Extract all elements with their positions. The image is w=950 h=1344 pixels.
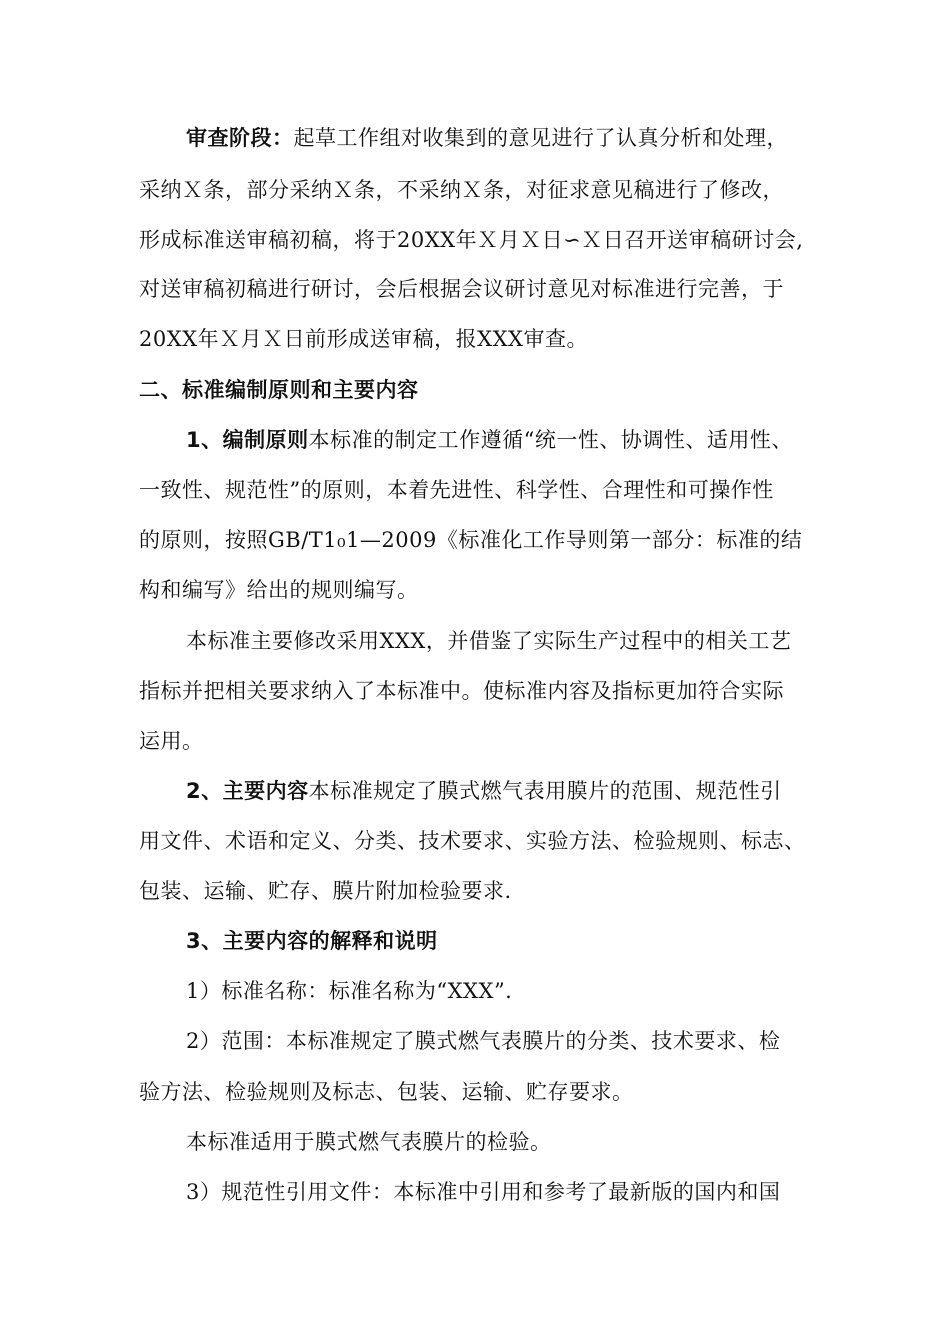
explanation-scope-line: 本标准适用于膜式燃气表膜片的检验。 xyxy=(186,1130,552,1154)
principle-line-4: 构和编写》给出的规则编写。 xyxy=(139,578,419,602)
main-content-line-3: 包装、运输、贮存、膜片附加检验要求. xyxy=(139,879,512,903)
main-content-label: 2、主要内容 xyxy=(186,779,309,803)
explanation-item-2-line-1: 2）范围：本标准规定了膜式燃气表膜片的分类、技术要求、检 xyxy=(186,1029,781,1053)
main-content-text: 本标准规定了膜式燃气表用膜片的范围、规范性引 xyxy=(308,779,782,803)
principle-line-2: 一致性、规范性”的原则，本着先进性、科学性、合理性和可操作性 xyxy=(139,478,774,502)
adoption-line-1: 本标准主要修改采用XXX，并借鉴了实际生产过程中的相关工艺 xyxy=(186,629,792,653)
main-content-paragraph-line-1 xyxy=(186,776,782,806)
review-stage-line-4: 对送审稿初稿进行研讨，会后根据会议研讨意见对标准进行完善，于 xyxy=(139,277,784,301)
explanation-item-1: 1）标准名称：标准名称为“XXX”. xyxy=(186,979,513,1003)
explanation-item-3-line-1: 3）规范性引用文件：本标准中引用和参考了最新版的国内和国 xyxy=(186,1180,781,1204)
review-stage-line-3: 形成标准送审稿初稿，将于20XX年Ｘ月Ｘ日∽Ｘ日召开送审稿研讨会, xyxy=(139,228,804,252)
explanation-item-2-line-2: 验方法、检验规则及标志、包装、运输、贮存要求。 xyxy=(139,1080,634,1104)
explanation-heading: 3、主要内容的解释和说明 xyxy=(186,929,438,953)
adoption-line-3: 运用。 xyxy=(139,729,204,753)
principle-text: 本标准的制定工作遵循“统一性、协调性、适用性、 xyxy=(308,428,793,452)
review-stage-text: 起草工作组对收集到的意见进行了认真分析和处理， xyxy=(293,126,788,150)
principle-line-3: 的原则，按照GB/T1₀1—2009《标准化工作导则第一部分：标准的结 xyxy=(139,528,803,552)
review-stage-line-2: 采纳Ｘ条，部分采纳Ｘ条，不采纳Ｘ条，对征求意见稿进行了修改， xyxy=(139,178,784,202)
principle-paragraph-line-1 xyxy=(186,425,793,455)
review-stage-label: 审查阶段： xyxy=(186,126,294,150)
review-stage-paragraph-line-1 xyxy=(186,123,788,153)
section-2-heading: 二、标准编制原则和主要内容 xyxy=(139,378,419,402)
principle-label: 1、编制原则 xyxy=(186,428,309,452)
main-content-line-2: 用文件、术语和定义、分类、技术要求、实验方法、检验规则、标志、 xyxy=(139,829,806,853)
adoption-line-2: 指标并把相关要求纳入了本标准中。使标准内容及指标更加符合实际 xyxy=(139,679,784,703)
review-stage-line-5: 20XX年Ｘ月Ｘ日前形成送审稿，报XXX审查。 xyxy=(139,327,588,351)
